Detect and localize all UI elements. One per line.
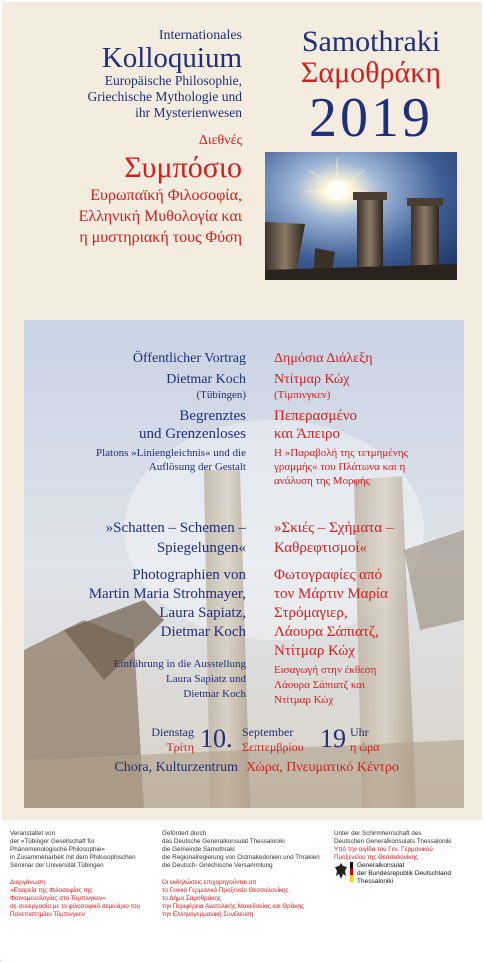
location-title: Samothraki <box>301 25 441 58</box>
location-title-greek: Σαμοθράκη <box>300 56 442 89</box>
gr-subtitle-line: Ελληνική Μυθολογία και <box>78 208 242 225</box>
speaker-name: Dietmar Koch <box>166 372 246 387</box>
organizer-line: Veranstaltet von <box>10 830 56 837</box>
consulate-line: Generalkonsulat <box>357 862 405 869</box>
federal-eagle-icon <box>334 862 348 880</box>
gr-lecture-desc-line: Η »Παραβολή της τετμημένης <box>274 447 408 459</box>
lecture-label: Öffentlicher Vortrag <box>132 351 246 366</box>
gr-exhibition-title-line: Καθρεφτισμοί« <box>274 540 367 556</box>
photographers-line: Laura Sapiatz, <box>159 605 246 621</box>
colloquium-title-block <box>2 28 242 247</box>
subtitle-line: ihr Mysterienwesen <box>135 105 242 120</box>
day-greek: Τρίτη <box>166 740 194 754</box>
gr-sponsor-line: το Δήμο Σαμοθράκης <box>162 895 221 902</box>
gr-organizer-line: σε συνεργασία με το φιλοσοφικό σεμινάριο του <box>10 903 140 910</box>
organizer-line: der »Tübinger Gesellschaft für <box>10 838 95 845</box>
speaker-city: (Tübingen) <box>196 389 246 401</box>
gr-sponsor-line: το Γενικό Γερμανικό Προξενείο Θεσσαλονίκης <box>162 887 289 894</box>
ora-label: η ώρα <box>350 740 380 754</box>
organizer-line: in Zusammenarbeit mit dem Philosophischen <box>10 854 136 861</box>
gr-lecture-desc-line: γραμμής« του Πλάτωνα και η <box>274 461 406 473</box>
month-german: September <box>242 725 294 739</box>
sponsor-line: die Regionalregierung von Ostmakedonien und Thrakien <box>162 854 320 861</box>
program-panel <box>24 320 464 808</box>
gr-speaker-city: (Τίμπινγκεν) <box>274 389 331 401</box>
photographers-line: Photographien von <box>132 567 246 583</box>
lecture-desc-line: Auflösung der Gestalt <box>148 461 246 473</box>
uhr-label: Uhr <box>350 725 369 739</box>
gr-lecture-label: Δημόσια Διάλεξη <box>274 351 373 366</box>
lecture-title-line: und Grenzenloses <box>138 426 246 442</box>
lecture-desc-line: Platons »Liniengleichnis« und die <box>95 447 246 459</box>
gr-symposium-title: Συμπόσιο <box>124 151 242 184</box>
gr-sponsor-line: την Περιφέρεια Ανατολικής Μακεδονίας και Θράκης <box>162 903 305 910</box>
gr-photographers-line: Λάουρα Σάπιατζ, <box>274 624 379 640</box>
intro-line: Laura Sapiatz und <box>165 673 246 685</box>
gr-subtitle-line: η μυστηριακή τους Φύση <box>79 229 242 246</box>
organizer-line: Phänomenologische Philosophie« <box>10 846 105 853</box>
sponsor-line: das Deutsche Generalkonsulat Thessaloniki <box>162 838 285 845</box>
consulate-line: der Bundesrepublik Deutschland <box>357 870 451 877</box>
day-number: 10. <box>200 724 233 753</box>
sponsor-line: die Gemeinde Samothraki <box>162 846 235 853</box>
gr-lecture-title-line: Πεπερασμένο <box>274 408 358 424</box>
venue-german: Chora, Kulturzentrum <box>114 760 238 775</box>
gr-speaker-name: Ντίτμαρ Κώχ <box>274 372 350 387</box>
gr-photographers-line: Στρόμαγιερ, <box>274 605 348 621</box>
day-german: Dienstag <box>151 725 194 739</box>
consulate-logo-text <box>357 862 484 886</box>
location-year-block <box>260 25 482 149</box>
organizers-column <box>10 830 156 919</box>
gr-organizer-line: Πανεπιστημίου Τύμπινγκεν <box>10 911 85 918</box>
venue-greek: Χώρα, Πνευματικό Κέντρο <box>246 760 399 775</box>
exhibition-title-line: Spiegelungen« <box>156 540 246 556</box>
patronage-column <box>334 830 482 862</box>
hour-number: 19 <box>320 724 346 753</box>
subtitle-line: Griechische Mythologie und <box>87 89 242 104</box>
gr-organizer-line: Διοργάνωση: <box>10 879 47 886</box>
intro-line: Dietmar Koch <box>183 688 246 700</box>
gr-sponsor-line: την Ελληνογερμανική Συνέλευση <box>162 911 254 918</box>
exhibition-title-line: »Schatten – Schemen – <box>105 520 246 536</box>
gr-sponsor-line: Οι εκδηλώσεις επιχορηγούνται απ <box>162 879 257 886</box>
intro-line: Einführung in die Ausstellung <box>113 658 246 670</box>
gr-photographers-line: Φωτογραφίες από <box>274 567 382 583</box>
patronage-line: Deutschen Generalkonsulats Thessaloniki <box>334 838 452 845</box>
gr-lecture-desc-line: ανάλυση της Μορφής <box>274 475 371 487</box>
gr-intro-line: Λάουρα Σάπιατζ και <box>274 679 366 691</box>
sponsor-line: Gefördert durch <box>162 830 207 837</box>
lecture-title-line: Begrenztes <box>179 408 246 424</box>
photographers-line: Dietmar Koch <box>160 624 246 640</box>
kolloquium-title: Kolloquium <box>101 42 242 74</box>
gr-organizer-line: »Εταιρεία της Φιλοσοφίας της <box>10 887 93 894</box>
german-flag-bar <box>350 862 353 882</box>
sponsor-line: die Deutsch- Griechische Versammlung <box>162 862 273 869</box>
gr-organizer-line: Φαινομενολογίας στο Τύμπινγκεν« <box>10 895 106 902</box>
year: 2019 <box>309 87 433 149</box>
gr-lecture-title-line: και Άπειρο <box>274 426 340 442</box>
consulate-line: Thessaloniki <box>357 878 394 885</box>
gr-patronage-line: Προξενείου της Θεσσαλονίκης <box>334 854 418 861</box>
month-greek: Σεπτεμβρίου <box>242 740 304 754</box>
gr-intl-label: Διεθνές <box>198 133 242 148</box>
photographers-line: Martin Maria Strohmayer, <box>88 586 246 602</box>
gr-subtitle-line: Ευρωπαϊκή Φιλοσοφία, <box>90 187 242 204</box>
organizer-line: Seminar der Universität Tübingen <box>10 862 104 869</box>
subtitle-line: Europäische Philosophie, <box>104 73 242 88</box>
gr-exhibition-title-line: »Σκιές – Σχήματα – <box>274 520 394 536</box>
patronage-line: Unter der Schirmherrschaft des <box>334 830 422 837</box>
intl-label: Internationales <box>158 28 242 43</box>
sun-columns-photo <box>265 152 457 280</box>
sponsors-column <box>162 830 332 919</box>
gr-patronage-line: Υπό την αιγίδα του Γεν. Γερμανικού <box>334 846 433 853</box>
gr-photographers-line: Ντίτμαρ Κώχ <box>274 643 355 659</box>
gr-intro-line: Εισαγωγή στην έκθεση <box>274 664 377 676</box>
gr-photographers-line: τον Μάρτιν Μαρία <box>274 586 388 602</box>
footer-credits <box>2 820 484 962</box>
gr-intro-line: Ντίτμαρ Κώχ <box>274 694 334 706</box>
